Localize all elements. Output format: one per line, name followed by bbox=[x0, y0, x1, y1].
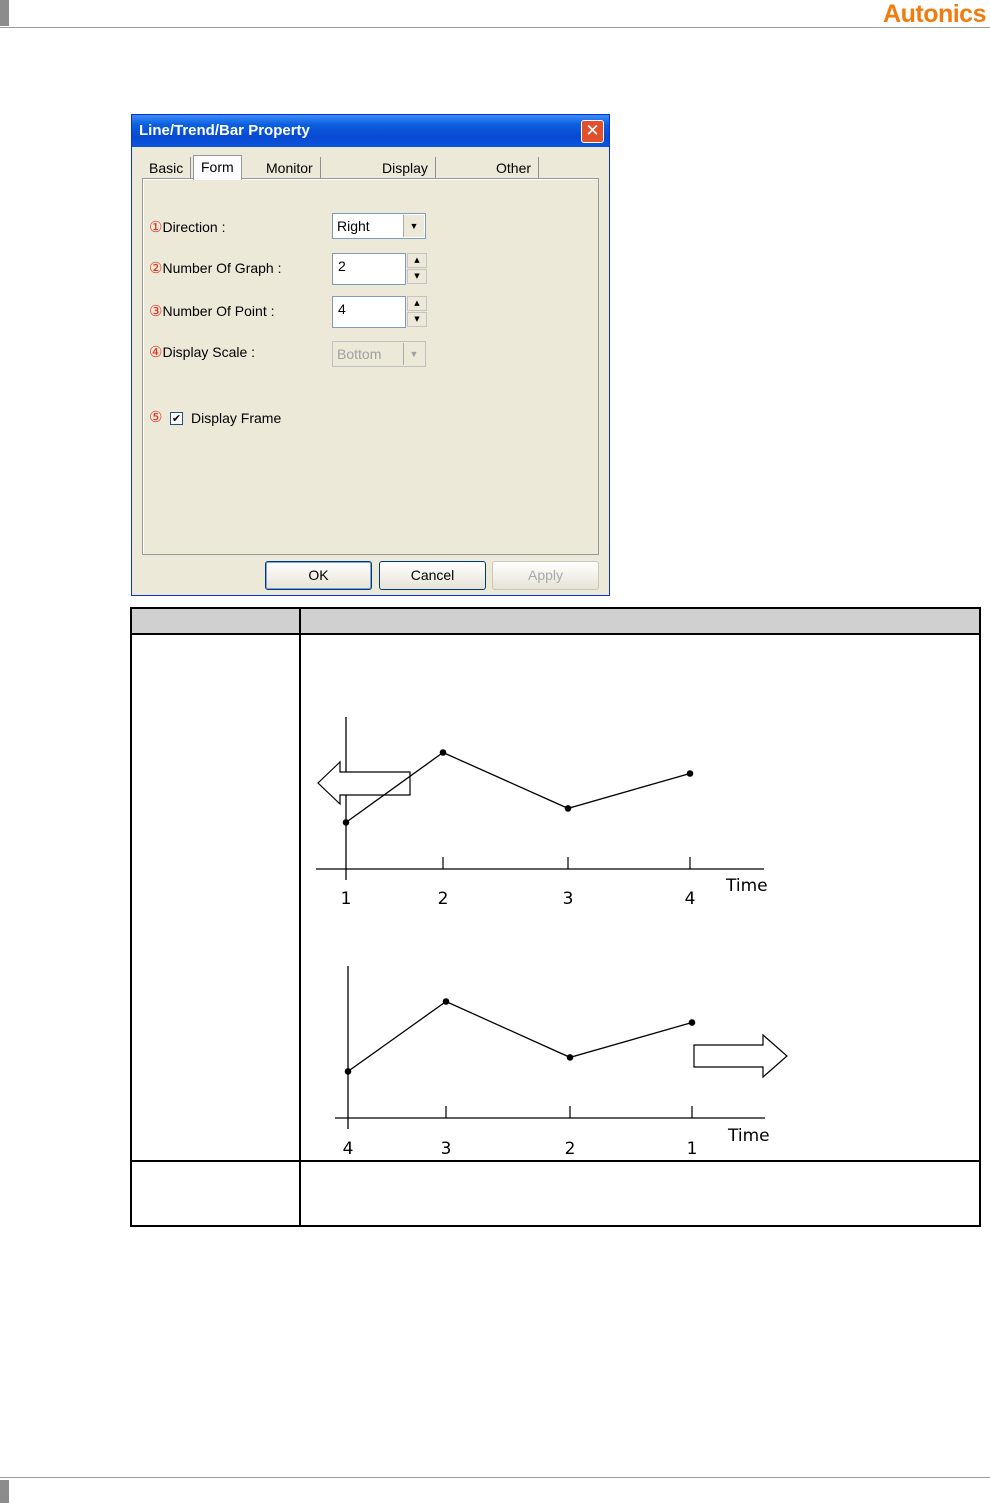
increment-icon[interactable]: ▲ bbox=[407, 296, 427, 311]
chart-direction-right bbox=[335, 966, 787, 1159]
marker-5: ⑤ bbox=[149, 409, 163, 426]
number-of-graph-label-text: Number Of Graph : bbox=[162, 260, 282, 276]
marker-4: ④ bbox=[149, 344, 163, 361]
direction-label-text: Direction : bbox=[162, 219, 226, 235]
data-point bbox=[689, 1019, 696, 1026]
arrow-left-icon bbox=[318, 762, 410, 804]
tab-display-range[interactable]: Display bbox=[375, 157, 436, 179]
x-tick-label: 1 bbox=[340, 889, 352, 909]
marker-3: ③ bbox=[149, 303, 163, 320]
brand-logo: Autonics bbox=[883, 0, 986, 28]
data-point bbox=[343, 819, 350, 826]
display-scale-value: Bottom bbox=[337, 346, 382, 362]
x-tick-label: 4 bbox=[342, 1139, 354, 1159]
number-of-point-input[interactable]: 4 bbox=[332, 296, 406, 328]
data-point bbox=[443, 998, 450, 1005]
direction-value: Right bbox=[337, 218, 370, 234]
dialog-title: Line/Trend/Bar Property bbox=[139, 122, 310, 139]
display-frame-label: Display Frame bbox=[191, 410, 282, 426]
x-tick-label: 3 bbox=[562, 889, 574, 909]
x-tick-label: 2 bbox=[564, 1139, 576, 1159]
data-point bbox=[345, 1068, 352, 1075]
marker-1: ① bbox=[149, 219, 163, 236]
decrement-icon[interactable]: ▼ bbox=[407, 269, 427, 284]
x-tick-label: 2 bbox=[437, 889, 449, 909]
close-icon: ✕ bbox=[585, 121, 600, 141]
arrow-right-icon bbox=[694, 1035, 787, 1077]
x-axis-label: Time bbox=[728, 1126, 770, 1146]
series-line bbox=[348, 1002, 692, 1072]
chevron-down-icon[interactable]: ▼ bbox=[403, 215, 424, 237]
number-of-graph-input[interactable]: 2 bbox=[332, 253, 406, 285]
increment-icon[interactable]: ▲ bbox=[407, 253, 427, 268]
data-point bbox=[687, 770, 694, 777]
data-point bbox=[567, 1054, 574, 1061]
x-tick-label: 4 bbox=[684, 889, 696, 909]
tab-form[interactable]: Form bbox=[193, 155, 242, 180]
cancel-button[interactable]: Cancel bbox=[379, 561, 486, 590]
x-tick-label: 1 bbox=[686, 1139, 698, 1159]
apply-button[interactable]: Apply bbox=[492, 561, 599, 590]
checkmark-icon: ✔ bbox=[171, 412, 182, 425]
footer-rule bbox=[0, 1477, 990, 1478]
marker-2: ② bbox=[149, 260, 163, 277]
ok-button[interactable]: OK bbox=[265, 561, 372, 590]
number-of-point-label-text: Number Of Point : bbox=[162, 303, 275, 319]
x-axis-label: Time bbox=[726, 876, 768, 896]
display-scale-label-text: Display Scale : bbox=[162, 344, 256, 360]
x-tick-label: 3 bbox=[440, 1139, 452, 1159]
chevron-down-icon: ▼ bbox=[403, 343, 424, 365]
chart-direction-left bbox=[316, 717, 768, 909]
tab-basic[interactable]: Basic bbox=[142, 157, 191, 179]
tab-monitor-device[interactable]: Monitor bbox=[259, 157, 321, 179]
footer-bar bbox=[0, 1480, 9, 1503]
decrement-icon[interactable]: ▼ bbox=[407, 312, 427, 327]
data-point bbox=[565, 805, 572, 812]
tab-other[interactable]: Other bbox=[489, 157, 539, 179]
data-point bbox=[440, 749, 447, 756]
